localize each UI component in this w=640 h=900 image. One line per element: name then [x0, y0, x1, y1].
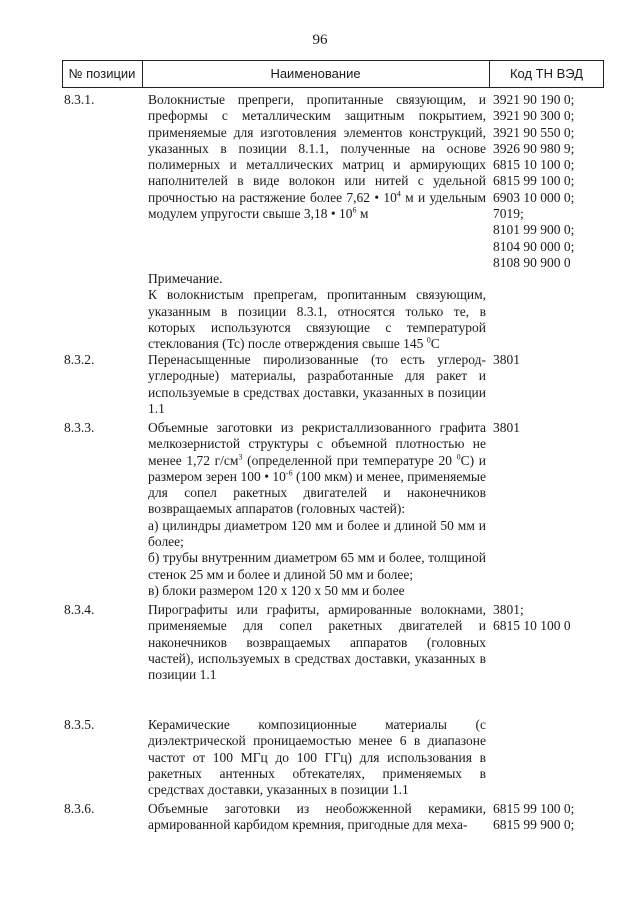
- row-description: Волокнистые препреги, пропитанные связующим, и преформы с металлическим защитным покрытием, применяемые для изготовления элементов конструкций, указанных в позиции 8.1.1, полученные на основе полимерных и металлических матриц и армирующих наполнителей в виде волокон или нитей с удельной прочностью на растяжение более 7,62 • $10^4$ м и удельным модулем упругости свыше 3,18 • $10^6$ м: [148, 92, 486, 222]
- code-item: 8104 90 000 0;: [493, 238, 575, 254]
- row-description: Объемные заготовки из рекристаллизованного графита мелкозернистой структуры с объемной плотностью не менее 1,72 $г/см^3$ (определенной при температуре 20 $^0$C) и размером зерен 100 • $10^{-6}$ (100 мкм) и менее, применяемые для сопел ракетных двигателей и наконечников возвращаемых аппаратов (головных частей): а) цилиндры диаметром 120 мм и более и длиной 50 мм и более; б) трубы внутренним диаметром 65 мм и более, толщиной стенок 25 мм и более и длиной 50 мм и более; в) блоки размером 120 x 120 x 50 мм и более: [148, 420, 486, 598]
- code-item: 6815 99 100 0;: [493, 173, 575, 189]
- page-number: 96: [312, 32, 328, 48]
- row-position: 8.3.6.: [64, 801, 95, 816]
- code-item: 6815 10 100 0: [493, 618, 571, 634]
- row-description: Керамические композиционные материалы (с диэлектрической проницаемостью менее 6 в диапазоне частот от 100 МГц до 100 ГГц) для использования в ракетных антенных обтекателях, применяемых в средствах доставки, указанных в позиции 1.1: [148, 717, 486, 798]
- code-item: 6815 99 100 0;: [493, 801, 575, 816]
- column-header-code: Код ТН ВЭД: [509, 66, 584, 81]
- code-item: 6815 99 900 0;: [493, 817, 575, 833]
- row-description: Перенасыщенные пиролизованные (то есть углерод-углеродные) материалы, разработанные для ракет и используемые в средствах доставки, указанных в позиции 1.1: [148, 352, 486, 416]
- row-position: 8.3.1.: [64, 92, 95, 107]
- row-position: 8.3.2.: [64, 352, 95, 367]
- row-description: Пирографиты или графиты, армированные волокнами, применяемые для сопел ракетных двигателей и наконечников возвращаемых аппаратов (головных частей), используемых в средствах доставки, указанных в позиции 1.1: [148, 602, 486, 683]
- code-item: 8108 90 900 0: [493, 254, 571, 270]
- code-item: 3801: [493, 420, 520, 435]
- row-codes: [493, 352, 603, 368]
- row-codes: [493, 801, 603, 834]
- row-codes: [493, 92, 603, 271]
- code-item: 7019;: [493, 206, 524, 222]
- note-text: Примечание. К волокнистым препрегам, пропитанным связующим, указанным в позиции 8.3.1, относятся только те, в которых используются связующие с температурой стеклования (Tc) после отверждения свыше 145 $^0$C: [148, 271, 486, 352]
- row-position: 8.3.3.: [64, 420, 95, 435]
- code-item: 3926 90 980 9;: [493, 140, 575, 156]
- row-position: 8.3.4.: [64, 602, 95, 617]
- row-codes: [493, 602, 603, 635]
- row-position: 8.3.5.: [64, 717, 95, 732]
- code-item: 3801;: [493, 602, 524, 617]
- code-item: 6903 10 000 0;: [493, 189, 575, 205]
- code-item: 3801: [493, 352, 520, 367]
- row-description: Объемные заготовки из необожженной керамики, армированной карбидом кремния, пригодные для меха-: [148, 801, 486, 833]
- code-item: 3921 90 190 0;: [493, 92, 575, 107]
- column-header-position: № позиции: [68, 66, 136, 81]
- code-item: 6815 10 100 0;: [493, 157, 575, 173]
- code-item: 3921 90 300 0;: [493, 108, 575, 124]
- row-codes: [493, 420, 603, 436]
- code-item: 8101 99 900 0;: [493, 222, 575, 238]
- column-header-name: Наименование: [270, 66, 361, 81]
- code-item: 3921 90 550 0;: [493, 124, 575, 140]
